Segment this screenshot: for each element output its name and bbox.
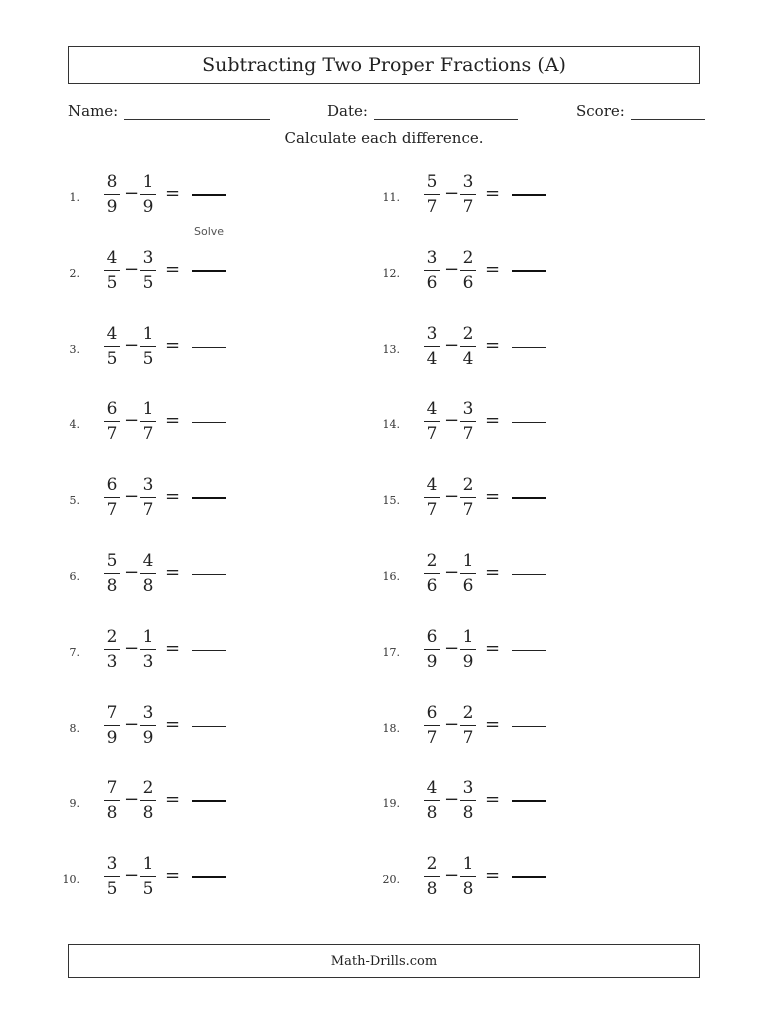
problem-1 bbox=[52, 171, 252, 227]
minus-sign: − bbox=[444, 789, 460, 811]
problem-number: 15. bbox=[382, 494, 400, 508]
minuend-fraction bbox=[424, 550, 440, 597]
minuend-fraction bbox=[424, 323, 440, 370]
fraction-bar bbox=[424, 194, 440, 195]
problem-16 bbox=[372, 550, 572, 606]
fraction-numerator: 6 bbox=[106, 399, 118, 420]
answer-blank[interactable] bbox=[192, 347, 226, 348]
fraction-numerator: 2 bbox=[142, 778, 154, 799]
fraction-denominator: 7 bbox=[142, 424, 154, 445]
fraction-denominator: 8 bbox=[106, 803, 118, 824]
minuend-fraction bbox=[104, 474, 120, 521]
fraction-denominator: 5 bbox=[142, 272, 154, 293]
answer-blank[interactable] bbox=[512, 347, 546, 348]
fraction-denominator: 5 bbox=[142, 879, 154, 900]
fraction-denominator: 8 bbox=[462, 879, 474, 900]
problem-11 bbox=[372, 171, 572, 227]
equals-sign: = bbox=[485, 334, 501, 356]
instructions: Calculate each difference. bbox=[284, 129, 484, 147]
fraction-numerator: 6 bbox=[426, 702, 438, 723]
subtrahend-fraction bbox=[140, 626, 156, 673]
fraction-bar bbox=[140, 573, 156, 574]
problem-number: 2. bbox=[69, 266, 80, 280]
fraction-denominator: 3 bbox=[142, 651, 154, 672]
problem-number: 7. bbox=[69, 645, 80, 659]
subtrahend-fraction bbox=[460, 626, 476, 673]
fraction-denominator: 7 bbox=[462, 500, 474, 521]
fraction-denominator: 3 bbox=[106, 651, 118, 672]
minus-sign: − bbox=[124, 258, 140, 280]
minus-sign: − bbox=[444, 183, 460, 204]
answer-blank[interactable] bbox=[512, 650, 546, 651]
minus-sign: − bbox=[444, 865, 460, 887]
fraction-numerator: 7 bbox=[106, 778, 118, 799]
fraction-numerator: 2 bbox=[462, 702, 474, 723]
fraction-denominator: 6 bbox=[426, 272, 438, 293]
fraction-bar bbox=[460, 800, 476, 801]
fraction-numerator: 1 bbox=[462, 626, 474, 647]
answer-blank[interactable] bbox=[192, 726, 226, 727]
fraction-numerator: 2 bbox=[462, 247, 474, 268]
problem-number: 18. bbox=[382, 721, 400, 735]
fraction-bar bbox=[424, 800, 440, 801]
fraction-denominator: 7 bbox=[426, 424, 438, 445]
fraction-bar bbox=[460, 270, 476, 271]
minus-sign: − bbox=[444, 486, 460, 508]
minuend-fraction bbox=[424, 626, 440, 673]
fraction-numerator: 3 bbox=[426, 247, 438, 268]
fraction-numerator: 5 bbox=[426, 172, 438, 192]
fraction-bar bbox=[104, 876, 120, 877]
answer-blank[interactable] bbox=[512, 800, 546, 802]
fraction-denominator: 7 bbox=[142, 500, 154, 521]
fraction-denominator: 5 bbox=[106, 879, 118, 900]
minus-sign: − bbox=[124, 713, 140, 735]
minus-sign: − bbox=[444, 258, 460, 280]
subtrahend-fraction bbox=[460, 323, 476, 370]
minus-sign: − bbox=[124, 183, 140, 204]
fraction-denominator: 9 bbox=[142, 197, 154, 217]
minuend-fraction bbox=[424, 853, 440, 900]
subtrahend-fraction bbox=[140, 474, 156, 521]
date-label: Date: bbox=[327, 102, 368, 120]
problem-20 bbox=[372, 853, 572, 909]
subtrahend-fraction bbox=[140, 550, 156, 597]
answer-blank[interactable] bbox=[192, 650, 226, 651]
fraction-bar bbox=[424, 346, 440, 347]
fraction-denominator: 7 bbox=[462, 197, 474, 217]
fraction-denominator: 4 bbox=[462, 348, 474, 369]
name-field bbox=[68, 95, 270, 120]
fraction-bar bbox=[104, 497, 120, 498]
fraction-bar bbox=[104, 573, 120, 574]
problem-13 bbox=[372, 323, 572, 379]
equals-sign: = bbox=[165, 258, 181, 280]
subtrahend-fraction bbox=[460, 398, 476, 445]
fraction-numerator: 2 bbox=[462, 323, 474, 344]
answer-blank[interactable] bbox=[192, 497, 226, 499]
minuend-fraction bbox=[104, 626, 120, 673]
fraction-denominator: 9 bbox=[106, 197, 118, 217]
fraction-bar bbox=[104, 725, 120, 726]
fraction-numerator: 6 bbox=[426, 626, 438, 647]
equals-sign: = bbox=[485, 183, 501, 204]
fraction-bar bbox=[140, 497, 156, 498]
minus-sign: − bbox=[444, 637, 460, 659]
footer-box bbox=[68, 944, 700, 978]
answer-blank[interactable] bbox=[192, 194, 226, 196]
problem-18 bbox=[372, 702, 572, 758]
minus-sign: − bbox=[124, 410, 140, 432]
minuend-fraction bbox=[104, 247, 120, 294]
fraction-denominator: 6 bbox=[426, 576, 438, 596]
fraction-bar bbox=[460, 194, 476, 195]
minus-sign: − bbox=[444, 562, 460, 583]
minuend-fraction bbox=[424, 777, 440, 824]
subtrahend-fraction bbox=[460, 550, 476, 597]
score-blank[interactable] bbox=[631, 95, 705, 120]
fraction-bar bbox=[140, 649, 156, 650]
problem-number: 12. bbox=[382, 266, 400, 280]
problem-2 bbox=[52, 247, 252, 303]
fraction-bar bbox=[140, 194, 156, 195]
minus-sign: − bbox=[124, 486, 140, 508]
fraction-bar bbox=[460, 573, 476, 574]
minus-sign: − bbox=[124, 865, 140, 887]
name-label: Name: bbox=[68, 102, 119, 120]
problem-3 bbox=[52, 323, 252, 379]
equals-sign: = bbox=[485, 865, 501, 887]
fraction-bar bbox=[460, 346, 476, 347]
minuend-fraction bbox=[424, 171, 440, 218]
equals-sign: = bbox=[165, 789, 181, 811]
minuend-fraction bbox=[424, 398, 440, 445]
problem-19 bbox=[372, 777, 572, 833]
problem-14 bbox=[372, 398, 572, 454]
fraction-denominator: 7 bbox=[426, 197, 438, 217]
fraction-numerator: 4 bbox=[426, 475, 438, 496]
minuend-fraction bbox=[104, 398, 120, 445]
fraction-numerator: 5 bbox=[106, 551, 118, 571]
problem-17 bbox=[372, 626, 572, 682]
answer-blank[interactable] bbox=[512, 194, 546, 196]
equals-sign: = bbox=[485, 637, 501, 659]
problem-4 bbox=[52, 398, 252, 454]
fraction-numerator: 1 bbox=[142, 626, 154, 647]
fraction-numerator: 2 bbox=[462, 475, 474, 496]
equals-sign: = bbox=[165, 183, 181, 204]
answer-blank[interactable] bbox=[512, 422, 546, 423]
fraction-bar bbox=[140, 725, 156, 726]
fraction-denominator: 8 bbox=[106, 576, 118, 596]
fraction-numerator: 4 bbox=[106, 323, 118, 344]
fraction-numerator: 3 bbox=[462, 778, 474, 799]
equals-sign: = bbox=[165, 562, 181, 583]
date-field bbox=[327, 95, 518, 120]
problem-number: 16. bbox=[382, 570, 400, 583]
fraction-numerator: 1 bbox=[142, 172, 154, 192]
footer-credit: Math-Drills.com bbox=[330, 953, 438, 969]
fraction-denominator: 8 bbox=[426, 803, 438, 824]
answer-blank[interactable] bbox=[512, 726, 546, 727]
problem-number: 8. bbox=[69, 721, 80, 735]
answer-blank[interactable] bbox=[192, 422, 226, 423]
problem-12 bbox=[372, 247, 572, 303]
fraction-bar bbox=[460, 497, 476, 498]
fraction-bar bbox=[140, 270, 156, 271]
subtrahend-fraction bbox=[140, 323, 156, 370]
problem-10 bbox=[52, 853, 252, 909]
fraction-bar bbox=[140, 876, 156, 877]
fraction-numerator: 2 bbox=[426, 551, 438, 571]
minus-sign: − bbox=[444, 713, 460, 735]
fraction-numerator: 3 bbox=[462, 399, 474, 420]
equals-sign: = bbox=[165, 713, 181, 735]
equals-sign: = bbox=[485, 713, 501, 735]
name-blank[interactable] bbox=[124, 95, 270, 120]
equals-sign: = bbox=[165, 410, 181, 432]
minuend-fraction bbox=[104, 171, 120, 218]
fraction-numerator: 2 bbox=[106, 626, 118, 647]
minus-sign: − bbox=[124, 789, 140, 811]
fraction-numerator: 3 bbox=[426, 323, 438, 344]
fraction-bar bbox=[424, 573, 440, 574]
fraction-numerator: 3 bbox=[142, 702, 154, 723]
subtrahend-fraction bbox=[460, 777, 476, 824]
problem-15 bbox=[372, 474, 572, 530]
fraction-bar bbox=[104, 800, 120, 801]
problem-number: 10. bbox=[62, 873, 80, 887]
problem-5 bbox=[52, 474, 252, 530]
fraction-denominator: 8 bbox=[462, 803, 474, 824]
fraction-numerator: 8 bbox=[106, 172, 118, 192]
equals-sign: = bbox=[165, 865, 181, 887]
answer-blank[interactable] bbox=[512, 876, 546, 878]
fraction-bar bbox=[460, 725, 476, 726]
answer-blank[interactable] bbox=[192, 876, 226, 878]
answer-blank[interactable] bbox=[512, 270, 546, 272]
problem-9 bbox=[52, 777, 252, 833]
date-blank[interactable] bbox=[374, 95, 518, 120]
equals-sign: = bbox=[165, 637, 181, 659]
fraction-denominator: 7 bbox=[462, 424, 474, 445]
fraction-denominator: 9 bbox=[142, 727, 154, 748]
fraction-numerator: 7 bbox=[106, 702, 118, 723]
fraction-numerator: 2 bbox=[426, 854, 438, 875]
problem-number: 6. bbox=[69, 570, 80, 583]
equals-sign: = bbox=[165, 334, 181, 356]
problem-number: 14. bbox=[382, 418, 400, 432]
subtrahend-fraction bbox=[140, 853, 156, 900]
problem-number: 11. bbox=[382, 191, 400, 204]
fraction-denominator: 9 bbox=[426, 651, 438, 672]
minuend-fraction bbox=[104, 323, 120, 370]
subtrahend-fraction bbox=[460, 171, 476, 218]
fraction-denominator: 6 bbox=[462, 272, 474, 293]
fraction-denominator: 7 bbox=[106, 500, 118, 521]
fraction-bar bbox=[104, 194, 120, 195]
fraction-bar bbox=[424, 725, 440, 726]
fraction-numerator: 3 bbox=[142, 475, 154, 496]
fraction-bar bbox=[460, 876, 476, 877]
equals-sign: = bbox=[485, 562, 501, 583]
fraction-bar bbox=[140, 800, 156, 801]
score-label: Score: bbox=[576, 102, 625, 120]
fraction-denominator: 4 bbox=[426, 348, 438, 369]
subtrahend-fraction bbox=[140, 777, 156, 824]
minuend-fraction bbox=[424, 247, 440, 294]
fraction-numerator: 4 bbox=[142, 551, 154, 571]
subtrahend-fraction bbox=[140, 398, 156, 445]
minuend-fraction bbox=[104, 702, 120, 749]
fraction-bar bbox=[104, 270, 120, 271]
fraction-denominator: 7 bbox=[462, 727, 474, 748]
fraction-numerator: 3 bbox=[142, 247, 154, 268]
fraction-bar bbox=[424, 497, 440, 498]
problem-7 bbox=[52, 626, 252, 682]
solve-hint[interactable]: Solve bbox=[194, 225, 225, 238]
problem-number: 19. bbox=[382, 797, 400, 811]
problem-number: 13. bbox=[382, 342, 400, 356]
equals-sign: = bbox=[485, 789, 501, 811]
fraction-bar bbox=[104, 346, 120, 347]
minus-sign: − bbox=[444, 410, 460, 432]
fraction-numerator: 1 bbox=[142, 323, 154, 344]
score-field bbox=[576, 95, 705, 120]
fraction-numerator: 1 bbox=[142, 854, 154, 875]
answer-blank[interactable] bbox=[192, 270, 226, 272]
fraction-bar bbox=[424, 876, 440, 877]
subtrahend-fraction bbox=[460, 474, 476, 521]
problem-8 bbox=[52, 702, 252, 758]
minus-sign: − bbox=[124, 334, 140, 356]
subtrahend-fraction bbox=[460, 853, 476, 900]
fraction-numerator: 1 bbox=[462, 854, 474, 875]
fraction-denominator: 7 bbox=[426, 500, 438, 521]
equals-sign: = bbox=[485, 486, 501, 508]
fraction-denominator: 5 bbox=[106, 348, 118, 369]
problem-number: 4. bbox=[69, 418, 80, 432]
answer-blank[interactable] bbox=[192, 574, 226, 575]
fraction-bar bbox=[424, 270, 440, 271]
minuend-fraction bbox=[104, 550, 120, 597]
fraction-denominator: 8 bbox=[142, 803, 154, 824]
problem-number: 5. bbox=[69, 494, 80, 508]
minuend-fraction bbox=[424, 702, 440, 749]
answer-blank[interactable] bbox=[192, 800, 226, 802]
fraction-numerator: 4 bbox=[426, 399, 438, 420]
worksheet-title-box bbox=[68, 46, 700, 84]
fraction-denominator: 6 bbox=[462, 576, 474, 596]
fraction-denominator: 7 bbox=[106, 424, 118, 445]
fraction-numerator: 6 bbox=[106, 475, 118, 496]
problem-number: 9. bbox=[69, 797, 80, 811]
fraction-denominator: 9 bbox=[462, 651, 474, 672]
fraction-bar bbox=[424, 421, 440, 422]
minuend-fraction bbox=[104, 853, 120, 900]
fraction-bar bbox=[104, 649, 120, 650]
subtrahend-fraction bbox=[140, 171, 156, 218]
equals-sign: = bbox=[165, 486, 181, 508]
minus-sign: − bbox=[444, 334, 460, 356]
fraction-numerator: 4 bbox=[106, 247, 118, 268]
minuend-fraction bbox=[424, 474, 440, 521]
fraction-denominator: 9 bbox=[106, 727, 118, 748]
equals-sign: = bbox=[485, 410, 501, 432]
fraction-bar bbox=[140, 346, 156, 347]
worksheet-title: Subtracting Two Proper Fractions (A) bbox=[202, 54, 566, 76]
fraction-denominator: 7 bbox=[426, 727, 438, 748]
fraction-denominator: 8 bbox=[426, 879, 438, 900]
fraction-numerator: 1 bbox=[142, 399, 154, 420]
minus-sign: − bbox=[124, 562, 140, 583]
fraction-bar bbox=[104, 421, 120, 422]
problem-number: 20. bbox=[382, 873, 400, 887]
fraction-numerator: 3 bbox=[462, 172, 474, 192]
fraction-numerator: 4 bbox=[426, 778, 438, 799]
answer-blank[interactable] bbox=[512, 574, 546, 575]
subtrahend-fraction bbox=[140, 247, 156, 294]
fraction-bar bbox=[460, 649, 476, 650]
equals-sign: = bbox=[485, 258, 501, 280]
fraction-numerator: 3 bbox=[106, 854, 118, 875]
fraction-numerator: 1 bbox=[462, 551, 474, 571]
fraction-bar bbox=[424, 649, 440, 650]
subtrahend-fraction bbox=[140, 702, 156, 749]
minus-sign: − bbox=[124, 637, 140, 659]
fraction-denominator: 8 bbox=[142, 576, 154, 596]
fraction-denominator: 5 bbox=[106, 272, 118, 293]
fraction-bar bbox=[140, 421, 156, 422]
problem-number: 1. bbox=[69, 191, 80, 204]
minuend-fraction bbox=[104, 777, 120, 824]
subtrahend-fraction bbox=[460, 247, 476, 294]
problem-6 bbox=[52, 550, 252, 606]
problem-number: 3. bbox=[69, 342, 80, 356]
fraction-bar bbox=[460, 421, 476, 422]
problem-number: 17. bbox=[382, 645, 400, 659]
subtrahend-fraction bbox=[460, 702, 476, 749]
answer-blank[interactable] bbox=[512, 497, 546, 499]
fraction-denominator: 5 bbox=[142, 348, 154, 369]
